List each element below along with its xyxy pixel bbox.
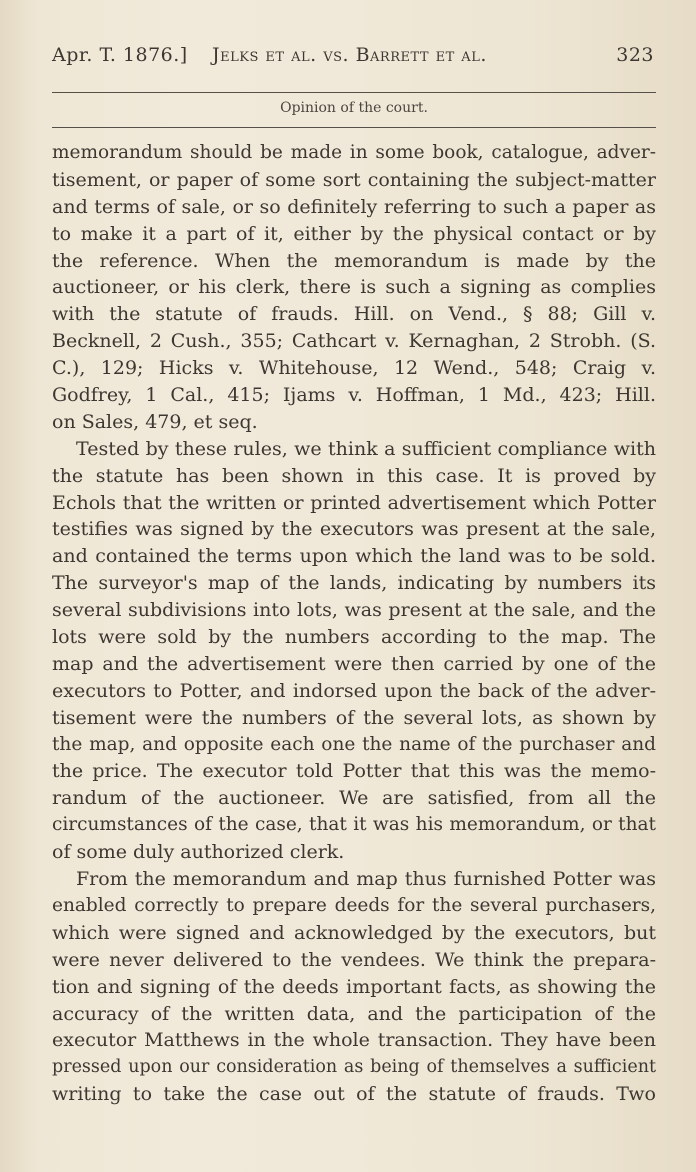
text-line: testifies was signed by the executors was present at the sale, — [52, 518, 656, 541]
text-line: lots were sold by the numbers according to the map. The — [52, 626, 656, 649]
text-line: executor Matthews in the whole transaction. They have been — [52, 1029, 656, 1052]
text-line: were never delivered to the vendees. We think the prepara- — [52, 948, 656, 971]
text-line: the statute has been shown in this case. It is proved by — [52, 464, 656, 487]
text-line: Tested by these rules, we think a sufficient compliance with — [76, 437, 656, 460]
text-line: with the statute of frauds. Hill. on Vend., § 88; Gill v. — [52, 303, 656, 326]
text-line: the price. The executor told Potter that this was the memo- — [52, 760, 656, 783]
text-line: Becknell, 2 Cush., 355; Cathcart v. Kernaghan, 2 Strobh. (S. — [52, 330, 656, 353]
text-line: tisement, or paper of some sort containing the subject-matter — [52, 168, 656, 191]
text-line: Godfrey, 1 Cal., 415; Ijams v. Hoffman, 1 Md., 423; Hill. — [52, 384, 656, 407]
text-line: which were signed and acknowledged by the executors, but — [52, 921, 656, 944]
header-rule-bottom — [52, 127, 656, 128]
text-line: several subdivisions into lots, was present at the sale, and the — [52, 599, 656, 622]
text-line: the map, and opposite each one the name of the purchaser and — [52, 733, 656, 755]
text-line: memorandum should be made in some book, catalogue, adver- — [52, 142, 656, 163]
term-reference: Apr. T. 1876.] — [52, 44, 188, 66]
text-line: pressed upon our consideration as being of themselves a sufficient — [52, 1057, 656, 1078]
text-line: From the memorandum and map thus furnished Potter was — [76, 868, 656, 891]
text-line: writing to take the case out of the statute of frauds. Two — [52, 1083, 656, 1106]
text-line: to make it a part of it, either by the physical contact or by — [52, 222, 656, 245]
text-line: of some duly authorized clerk. — [52, 841, 345, 864]
case-title: Jelks et al. vs. Barrett et al. — [212, 44, 487, 66]
running-header — [52, 42, 656, 72]
text-line: Echols that the written or printed advertisement which Potter — [52, 491, 656, 514]
text-line: randum of the auctioneer. We are satisfied, from all the — [52, 787, 656, 810]
page-number: 323 — [616, 44, 654, 66]
text-line: C.), 129; Hicks v. Whitehouse, 12 Wend., 548; Craig v. — [52, 357, 656, 380]
text-line: The surveyor's map of the lands, indicating by numbers its — [52, 572, 656, 595]
header-rule-top — [52, 92, 656, 93]
text-line: map and the advertisement were then carried by one of the — [52, 652, 656, 675]
text-line: circumstances of the case, that it was his memorandum, or that — [52, 814, 656, 836]
section-subheading: Opinion of the court. — [280, 100, 428, 116]
text-line: tisement were the numbers of the several lots, as shown by — [52, 706, 656, 729]
text-line: tion and signing of the deeds important facts, as showing the — [52, 975, 656, 998]
text-line: and contained the terms upon which the land was to be sold. — [52, 545, 656, 568]
text-line: and terms of sale, or so definitely referring to such a paper as — [52, 195, 656, 218]
opinion-body — [52, 140, 656, 1108]
text-line: the reference. When the memorandum is made by the — [52, 249, 656, 272]
text-line: executors to Potter, and indorsed upon the back of the adver- — [52, 679, 656, 702]
text-line: enabled correctly to prepare deeds for the several purchasers, — [52, 894, 656, 916]
text-line: on Sales, 479, et seq. — [52, 410, 258, 433]
text-line: auctioneer, or his clerk, there is such a signing as complies — [52, 276, 656, 299]
text-line: accuracy of the written data, and the participation of the — [52, 1002, 656, 1025]
